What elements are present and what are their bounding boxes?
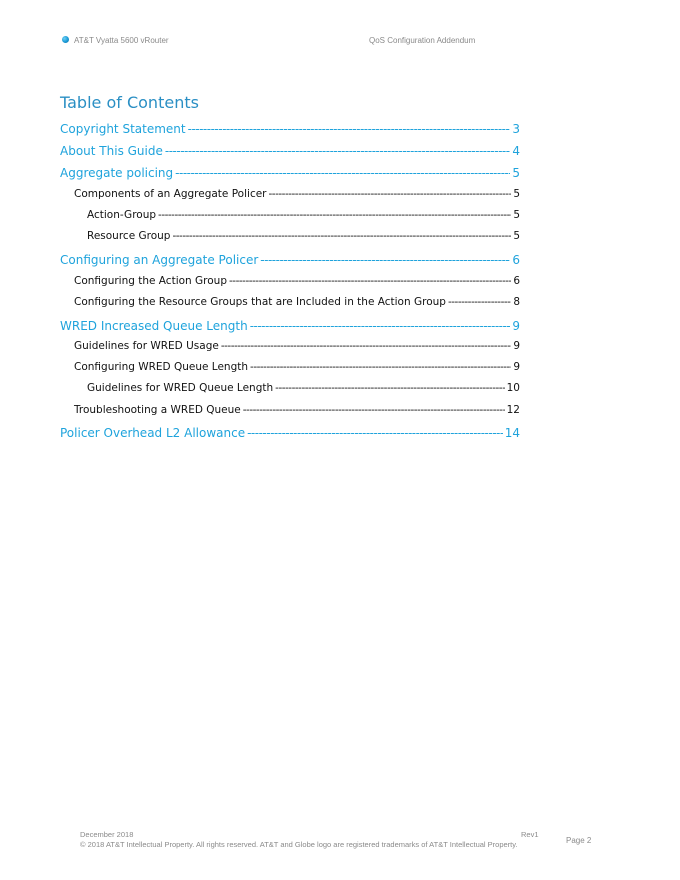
toc-dot-leader (165, 144, 510, 158)
toc-dot-leader (269, 188, 512, 200)
toc-entry-title: Policer Overhead L2 Allowance (60, 426, 246, 440)
toc-entry[interactable] (60, 382, 520, 394)
toc-entry-title: Configuring the Action Group (74, 275, 227, 287)
page-footer (80, 830, 600, 860)
toc-entry-page: 10 (506, 382, 520, 394)
page-header (62, 36, 622, 50)
toc-entry[interactable] (60, 209, 520, 221)
toc-dot-leader (448, 296, 511, 308)
toc-dot-leader (221, 340, 511, 352)
toc-entry[interactable] (60, 122, 520, 136)
toc-dot-leader (188, 122, 511, 136)
toc-entry-title: Action-Group (87, 209, 157, 221)
toc-entry[interactable] (60, 296, 520, 308)
toc-entry[interactable] (60, 340, 520, 352)
att-globe-icon (62, 36, 69, 43)
toc-entry-page: 5 (513, 188, 520, 200)
toc-entry-page: 3 (512, 122, 520, 136)
toc-entry-page: 14 (504, 426, 520, 440)
toc-entry-title: Guidelines for WRED Usage (74, 340, 219, 352)
toc-dot-leader (250, 361, 511, 373)
toc-entry-title: Guidelines for WRED Queue Length (87, 382, 274, 394)
toc-dot-leader (229, 275, 511, 287)
toc-entry-page: 9 (513, 361, 520, 373)
toc-entry-title: Aggregate policing (60, 166, 174, 180)
toc-entry-page: 12 (506, 404, 520, 416)
toc-entry-page: 6 (513, 275, 520, 287)
toc-dot-leader (158, 209, 511, 221)
header-product-name: AT&T Vyatta 5600 vRouter (74, 36, 169, 45)
toc-entry-page: 5 (513, 230, 520, 242)
toc-entry-title: About This Guide (60, 144, 163, 158)
toc-entry[interactable] (60, 166, 520, 180)
footer-page-number: Page 2 (566, 836, 592, 845)
toc-entry-title: WRED Increased Queue Length (60, 319, 248, 333)
toc-entry[interactable] (60, 275, 520, 287)
toc-entry-page: 5 (512, 166, 520, 180)
toc-entry-page: 8 (513, 296, 520, 308)
toc-entry[interactable] (60, 404, 520, 416)
toc-dot-leader (260, 253, 510, 267)
toc-entry-page: 9 (513, 340, 520, 352)
toc-entry[interactable] (60, 253, 520, 267)
footer-date: December 2018 (80, 830, 134, 839)
toc-entry-page: 5 (513, 209, 520, 221)
toc-entry-page: 4 (512, 144, 520, 158)
toc-entry[interactable] (60, 144, 520, 158)
toc-entry-title: Configuring an Aggregate Policer (60, 253, 259, 267)
toc-dot-leader (175, 166, 510, 180)
toc-dot-leader (172, 230, 511, 242)
toc-entry-page: 9 (512, 319, 520, 333)
toc-entry[interactable] (60, 188, 520, 200)
toc-entry-title: Configuring WRED Queue Length (74, 361, 249, 373)
footer-revision: Rev1 (521, 830, 539, 839)
toc-dot-leader (250, 319, 511, 333)
toc-entry-title: Configuring the Resource Groups that are Included in the Action Group (74, 296, 446, 308)
toc-heading: Table of Contents (60, 93, 199, 112)
footer-copyright: © 2018 AT&T Intellectual Property. All rights reserved. AT&T and Globe logo are registered trademarks of AT&T Intellectual Property. (80, 840, 518, 849)
toc-dot-leader (275, 382, 504, 394)
toc-dot-leader (243, 404, 505, 416)
toc-entry-title: Resource Group (87, 230, 171, 242)
toc-entry[interactable] (60, 230, 520, 242)
toc-entry[interactable] (60, 319, 520, 333)
toc-dot-leader (247, 426, 503, 440)
toc-entry-page: 6 (512, 253, 520, 267)
toc-entry-title: Components of an Aggregate Policer (74, 188, 267, 200)
toc-entry[interactable] (60, 426, 520, 440)
header-document-title: QoS Configuration Addendum (369, 36, 476, 45)
toc-entry-title: Copyright Statement (60, 122, 186, 136)
toc-entry-title: Troubleshooting a WRED Queue (74, 404, 241, 416)
toc-entry[interactable] (60, 361, 520, 373)
